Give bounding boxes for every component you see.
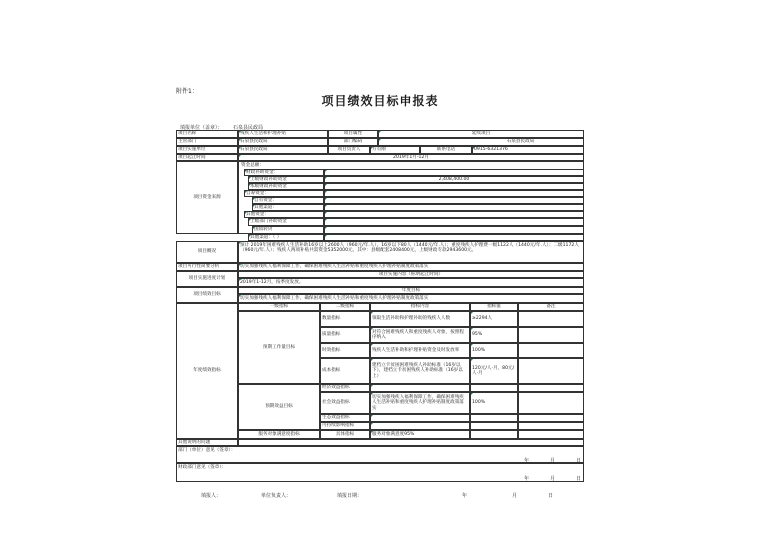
- funds-total-label: 资金总额：: [241, 162, 264, 168]
- goal-year-header: 年度目标: [238, 287, 584, 294]
- overview-label: 项目概况: [176, 241, 238, 263]
- period-label: 项目起止时间: [176, 154, 238, 161]
- dept-code-label: 部门编码: [328, 138, 378, 146]
- upper-fiscal-value[interactable]: 2,408,400.00: [324, 176, 584, 183]
- economic-indicator: 经济效益指标: [320, 384, 370, 392]
- sustain-value[interactable]: [470, 422, 518, 430]
- cost-indicator: 成本指标: [320, 358, 370, 384]
- period-value[interactable]: 2019年1月-12月: [238, 154, 584, 161]
- finance-opinion-month: 月: [550, 476, 556, 482]
- other-channel-label: 其他渠道：: [252, 204, 324, 211]
- quantity-indicator: 数量指标: [320, 311, 370, 327]
- unit-value: 石泉县民政局: [233, 125, 264, 131]
- leader-value[interactable]: 方有刚: [370, 146, 420, 154]
- output-target-label: 预期工作量目标: [238, 311, 320, 384]
- dept-opinion-label: 部门（单位）意见（签章）：: [178, 448, 236, 453]
- dept-opinion-day: 日: [576, 458, 582, 464]
- other-channel-value[interactable]: [324, 204, 584, 211]
- impl-unit-value[interactable]: 石泉县民政局: [238, 146, 328, 154]
- timeliness-remark[interactable]: [518, 343, 584, 358]
- cost-value[interactable]: 120元/人·月，80元/人·月: [470, 358, 518, 384]
- satisfaction-value[interactable]: [470, 430, 518, 439]
- dept-opinion-year: 年: [524, 458, 530, 464]
- funds-source-label: 项目资金来源: [176, 161, 238, 234]
- plan-text[interactable]: 2019年1-12月，按季度发放。: [238, 278, 584, 287]
- bond-value[interactable]: [324, 226, 584, 234]
- sustain-remark[interactable]: [518, 422, 584, 430]
- satisfaction-remark[interactable]: [518, 430, 584, 439]
- phone-value[interactable]: 0915-6321376: [472, 146, 584, 154]
- upper-fiscal-label: 上级财政补助资金: [248, 176, 324, 183]
- overview-text[interactable]: 预计 2019年困难残疾人生活补助16岁以上2600人（960元/年.人），16岁以下80人（1440元/年.人）；重度残疾人护理费一级1122人（1440元/年.人）；二级1172人（960元/年.人）；残疾人两项补贴共需资金5352000元，其中：县级配套2408400元，上级财政专款2943600元。: [238, 241, 584, 263]
- bond-label: 国债转贷: [252, 226, 324, 234]
- economic-remark[interactable]: [518, 384, 584, 392]
- dept-opinion-month: 月: [550, 458, 556, 464]
- eco-content[interactable]: [370, 414, 470, 422]
- attachment-label: 附件1：: [176, 88, 198, 95]
- eco-value[interactable]: [470, 414, 518, 422]
- timeliness-content[interactable]: 残疾人生活补助和护理补贴资金及时发放率: [370, 343, 470, 358]
- county-fiscal-label: 本级财政补助资金: [248, 183, 324, 190]
- filler-label: 填报人：: [201, 493, 222, 499]
- timeliness-value[interactable]: 100%: [470, 343, 518, 358]
- self-owned-label: 自有资金：: [252, 197, 324, 204]
- plan-label: 项目实施进度计划: [176, 271, 238, 287]
- quantity-content[interactable]: 领取生活补助和护理补助的残疾人人数: [370, 311, 470, 327]
- cost-remark[interactable]: [518, 358, 584, 384]
- eco-indicator: 生态效益指标: [320, 414, 370, 422]
- fill-date-month: 月: [512, 493, 518, 499]
- plan-header: 项目实施内容（标明起止时间）: [238, 271, 584, 278]
- other2-label: 其他渠道：（ ）: [248, 234, 324, 241]
- fill-date-year: 年: [462, 493, 468, 499]
- finance-opinion-year: 年: [524, 476, 530, 482]
- other-funds-value[interactable]: [324, 211, 584, 218]
- finance-opinion-day: 日: [576, 476, 582, 482]
- fill-date-label: 填报日期：: [337, 493, 363, 499]
- fill-date-day: 日: [548, 493, 554, 499]
- header-level1: 一级指标: [238, 303, 320, 311]
- fiscal-label: 财政补助资金：: [244, 169, 324, 176]
- form-title: 项目绩效目标申报表: [321, 94, 439, 108]
- sustain-content[interactable]: [370, 422, 470, 430]
- self-funds-value[interactable]: [324, 190, 584, 197]
- fiscal-value[interactable]: [324, 169, 584, 176]
- goal-label: 项目绩效目标: [176, 287, 238, 303]
- project-attr-label: 项目属性: [328, 130, 378, 138]
- economic-value[interactable]: [470, 384, 518, 392]
- phone-label: 联系电话: [420, 146, 472, 154]
- county-fiscal-value[interactable]: [324, 183, 584, 190]
- finance-opinion-label: 财政部门意见（签章）：: [178, 465, 227, 470]
- quantity-value[interactable]: ≥2294人: [470, 311, 518, 327]
- satisfaction-content[interactable]: 服务对象满意度95%: [370, 430, 470, 439]
- social-indicator: 社会效益指标: [320, 392, 370, 414]
- quantity-remark[interactable]: [518, 311, 584, 327]
- performance-form-table: [176, 130, 584, 482]
- project-name-value[interactable]: 残疾人生活和护理补贴: [238, 130, 328, 138]
- finance-opinion-box[interactable]: [176, 463, 584, 482]
- upper-dept-value[interactable]: [324, 218, 584, 226]
- feasibility-label: 项目可行性简要分析: [176, 263, 238, 271]
- other-notes-label: 其他说明的问题: [176, 439, 238, 446]
- project-name-label: 项目名称: [176, 130, 238, 138]
- economic-content[interactable]: [370, 384, 470, 392]
- feasibility-text[interactable]: 切实加强残疾人福利保障工作，确保困难残疾人生活补贴和重度残疾人护理补贴制度政策落实: [238, 263, 584, 271]
- quality-value[interactable]: 95%: [470, 327, 518, 343]
- satisfaction-l2: 具体指标: [320, 430, 370, 439]
- other-funds-label: 其他资金：: [244, 211, 324, 218]
- impl-unit-label: 项目实施单位: [176, 146, 238, 154]
- quality-indicator: 质量指标: [320, 327, 370, 343]
- indicators-label: 年度绩效指标: [176, 303, 238, 439]
- self-owned-value[interactable]: [324, 197, 584, 204]
- dept-value[interactable]: 石泉县民政局: [238, 138, 328, 146]
- quality-remark[interactable]: [518, 327, 584, 343]
- other2-value[interactable]: [324, 234, 584, 241]
- social-value[interactable]: 100%: [470, 392, 518, 414]
- header-remark: 备注: [518, 303, 584, 311]
- satisfaction-label: 服务对象满意度指标: [238, 430, 320, 439]
- goal-text[interactable]: 切实加强残疾人福利保障工作，确保困难残疾人生活补贴和重度残疾人护理补贴制度政策落实: [238, 294, 584, 303]
- dept-code-value[interactable]: 石泉县民政局: [378, 138, 584, 146]
- header-value: 指标值: [470, 303, 518, 311]
- eco-remark[interactable]: [518, 414, 584, 422]
- cost-content[interactable]: 建档立卡贫困困难残疾人补助标准（16岁以下），建档立卡贫困残疾人补助标准（16岁以上）: [370, 358, 470, 384]
- dept-label: 主管部门: [176, 138, 238, 146]
- header-content: 指标内容: [370, 303, 470, 311]
- project-attr-value[interactable]: 延续项目: [378, 130, 584, 138]
- self-funds-label: 自筹资金：: [244, 190, 324, 197]
- leader-label: 项目负责人: [328, 146, 370, 154]
- unit-label: 填报单位（盖章）：: [180, 125, 223, 131]
- other-notes-value[interactable]: [238, 439, 584, 446]
- unit-head-label: 单位负责人：: [261, 493, 292, 499]
- dept-opinion-box[interactable]: [176, 446, 584, 463]
- sustain-indicator: 可持续影响指标: [320, 422, 370, 430]
- timeliness-indicator: 时效指标: [320, 343, 370, 358]
- quality-content[interactable]: 对符合困难残疾人和重度残疾人对象，按照程序纳入: [370, 327, 470, 343]
- social-remark[interactable]: [518, 392, 584, 414]
- upper-dept-label: 上级部门补助资金: [248, 218, 324, 226]
- social-content[interactable]: 切实加强残疾人福利保障工作，确保困难残疾人生活补贴和重度残疾人护理补贴制度政策落实: [370, 392, 470, 414]
- header-level2: 二级指标: [320, 303, 370, 311]
- benefit-target-label: 预期效益目标: [238, 384, 320, 430]
